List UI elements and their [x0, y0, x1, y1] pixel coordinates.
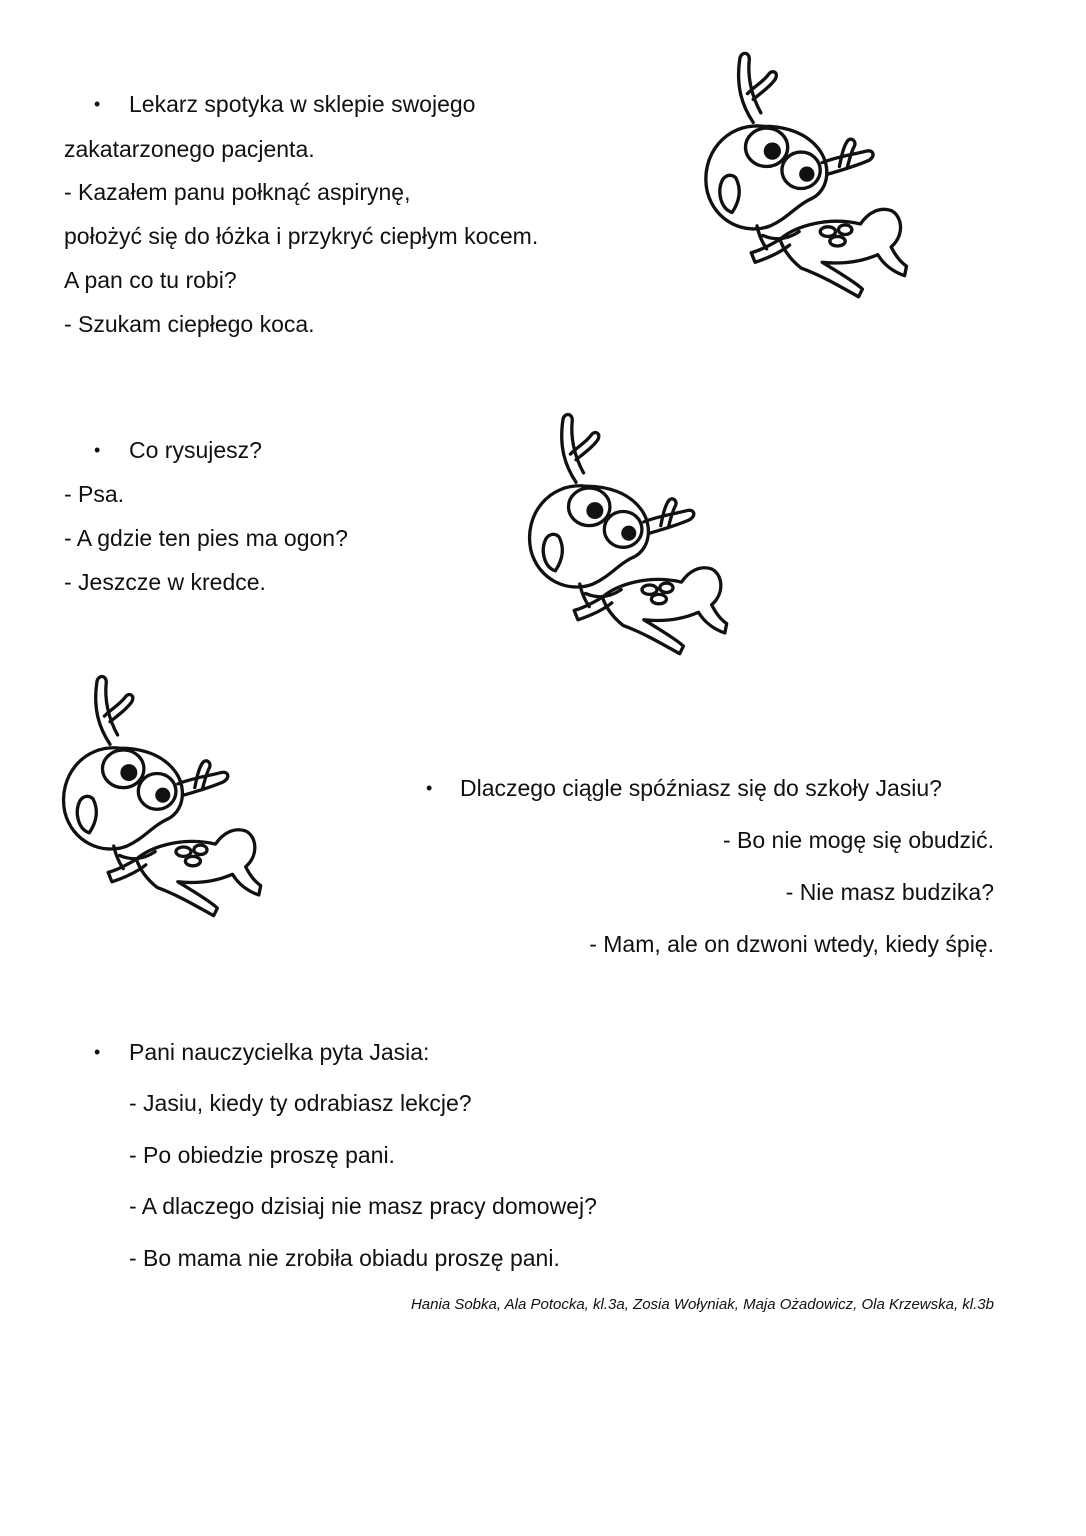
bullet-icon: • — [94, 1042, 101, 1062]
joke-2-line-4: - Jeszcze w kredce. — [64, 569, 266, 595]
bullet-icon: • — [94, 94, 101, 114]
joke-1-line-3: - Kazałem panu połknąć aspirynę, — [64, 179, 411, 205]
bullet-icon: • — [94, 440, 101, 460]
reindeer-illustration-3 — [46, 664, 272, 932]
joke-4-line-5: - Bo mama nie zrobiła obiadu proszę pani. — [129, 1245, 560, 1271]
reindeer-illustration-2 — [512, 402, 738, 670]
reindeer-illustration-1 — [688, 42, 918, 312]
joke-1-line-5: A pan co tu robi? — [64, 267, 237, 293]
joke-1-line-4: położyć się do łóżka i przykryć ciepłym kocem. — [64, 223, 539, 249]
joke-4-line-2: - Jasiu, kiedy ty odrabiasz lekcje? — [129, 1090, 472, 1116]
joke-3-line-1: Dlaczego ciągle spóźniasz się do szkoły Jasiu? — [460, 775, 942, 801]
joke-4-line-1: Pani nauczycielka pyta Jasia: — [129, 1039, 430, 1065]
joke-4-line-4: - A dlaczego dzisiaj nie masz pracy domowej? — [129, 1193, 597, 1219]
joke-1-line-2: zakatarzonego pacjenta. — [64, 136, 315, 162]
joke-1-line-1: Lekarz spotyka w sklepie swojego — [129, 91, 476, 117]
joke-3-line-2: - Bo nie mogę się obudzić. — [722, 827, 994, 853]
bullet-icon: • — [426, 778, 433, 798]
credits: Hania Sobka, Ala Potocka, kl.3a, Zosia Wołyniak, Maja Ożadowicz, Ola Krzewska, kl.3b — [410, 1296, 994, 1313]
joke-1-line-6: - Szukam ciepłego koca. — [64, 311, 315, 337]
joke-3-line-4: - Mam, ale on dzwoni wtedy, kiedy śpię. — [589, 931, 994, 957]
joke-2-line-2: - Psa. — [64, 481, 125, 507]
joke-4-line-3: - Po obiedzie proszę pani. — [129, 1142, 395, 1168]
joke-2-line-3: - A gdzie ten pies ma ogon? — [64, 525, 348, 551]
joke-3-line-3: - Nie masz budzika? — [785, 879, 994, 905]
joke-2-line-1: Co rysujesz? — [129, 437, 262, 463]
